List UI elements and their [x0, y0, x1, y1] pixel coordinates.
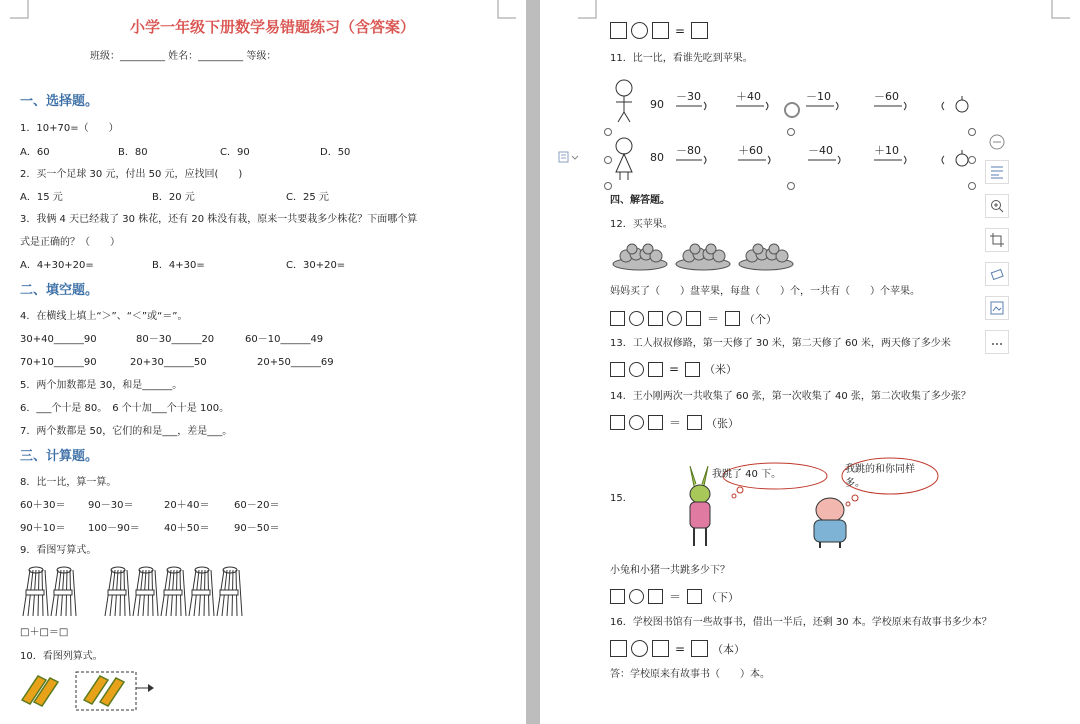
zoom-in-icon: [990, 199, 1004, 213]
chain2-op: －40: [808, 144, 833, 157]
answer-box[interactable]: [610, 362, 625, 377]
unit-label: （米）: [704, 363, 738, 376]
question-9: 9．看图写算式。: [20, 545, 97, 556]
operator-circle[interactable]: [667, 311, 682, 326]
q8-item: 60－20＝: [234, 500, 280, 511]
rotate-button[interactable]: [985, 262, 1009, 286]
question-1: 1．10+70=（ ）: [20, 123, 119, 134]
picture-style-button[interactable]: [985, 296, 1009, 320]
question-13: 13．工人叔叔修路，第一天修了 30 米，第二天修了 60 米，两天修了多少米: [610, 338, 951, 349]
q8-item: 100－90＝: [88, 523, 140, 534]
wrap-text-button[interactable]: [985, 160, 1009, 184]
student-info-line: 班级：_________ 姓名：_________ 等级：: [90, 51, 277, 62]
q2-option: B．20 元: [152, 192, 195, 203]
equals-sign: =: [675, 23, 686, 38]
question-3: 3．我俩 4 天已经栽了 30 株花，还有 20 株没有栽，原来一共要栽多少株花？下面哪个算: [20, 214, 418, 225]
answer-box[interactable]: [648, 311, 663, 326]
equals-sign: =: [675, 641, 686, 656]
chain1-op: ＋40: [736, 90, 761, 103]
q1-option: A．60: [20, 147, 50, 158]
q3-option: A．4+30+20=: [20, 260, 94, 271]
q1-option: C．90: [220, 147, 250, 158]
selection-handle[interactable]: [968, 156, 976, 164]
question-11: 11．比一比，看谁先吃到苹果。: [610, 53, 753, 64]
q4-item: 60－10______49: [245, 334, 324, 345]
girl-figure: [612, 136, 636, 182]
section-solve: 四、解答题。: [610, 195, 670, 206]
q8-item: 60＋30＝: [20, 500, 66, 511]
selection-handle[interactable]: [968, 182, 976, 190]
q4-item: 20+30______50: [130, 357, 207, 368]
q16-formula: [610, 640, 745, 657]
operator-circle[interactable]: [629, 362, 644, 377]
question-4: 4．在横线上填上“＞”、“＜”或“＝”。: [20, 311, 188, 322]
q13-formula: [610, 361, 737, 377]
crop-button[interactable]: [985, 228, 1009, 252]
arrow-chains: [668, 96, 998, 166]
section-choice: 一、选择题。: [20, 94, 99, 109]
chain1-op: －30: [676, 90, 701, 103]
q9-formula: □＋□＝□: [20, 627, 69, 638]
q15-text: 小兔和小猪一共跳多少下？: [610, 565, 730, 576]
q14-formula: [610, 414, 739, 431]
operator-circle[interactable]: [629, 311, 644, 326]
q15-formula: [610, 588, 739, 605]
chain1-op: －10: [806, 90, 831, 103]
selection-handle[interactable]: [604, 156, 612, 164]
q3-option: C．30+20=: [286, 260, 346, 271]
chain2-op: ＋60: [738, 144, 763, 157]
answer-box[interactable]: [610, 589, 625, 604]
answer-box[interactable]: [652, 640, 669, 657]
operator-circle[interactable]: [629, 589, 644, 604]
page-corner-mark: [1052, 0, 1070, 18]
pig-figure: [814, 498, 846, 548]
question-10: 10．看图列算式。: [20, 651, 103, 662]
answer-box[interactable]: [610, 311, 625, 326]
q12-formula: [610, 310, 777, 327]
chain2-op: ＋10: [874, 144, 899, 157]
q12-text: 妈妈买了（ ）盘苹果，每盘（ ）个，一共有（ ）个苹果。: [610, 286, 920, 297]
question-5: 5．两个加数都是 30，和是______。: [20, 380, 183, 391]
answer-box[interactable]: [691, 22, 708, 39]
q8-item: 90－50＝: [234, 523, 280, 534]
right-page: [540, 0, 1080, 724]
q8-item: 90＋10＝: [20, 523, 66, 534]
q1-option: B．80: [118, 147, 148, 158]
q8-item: 20＋40＝: [164, 500, 210, 511]
section-fill: 二、填空题。: [20, 283, 99, 298]
answer-box[interactable]: [610, 22, 627, 39]
question-16: 16．学校图书馆有一些故事书，借出一半后，还剩 30 本。学校原来有故事书多少本？: [610, 617, 992, 628]
operator-circle[interactable]: [631, 22, 648, 39]
zoom-button[interactable]: [985, 194, 1009, 218]
chain1-start: 90: [650, 98, 664, 111]
page-corner-mark: [498, 0, 516, 18]
q16-answer-line: 答：学校原来有故事书（ ）本。: [610, 669, 770, 680]
stick-bundles-illustration: [20, 566, 260, 618]
rotate-handle-icon[interactable]: [785, 103, 799, 117]
rotate-icon: [990, 267, 1004, 281]
question-6: 6．___个十是 80。 6 个十加___个十是 100。: [20, 403, 230, 414]
question-3-cont: 式是正确的？（ ）: [20, 237, 120, 248]
answer-box[interactable]: [610, 640, 627, 657]
rabbit-speech: 我跳了 40 下。: [712, 469, 782, 480]
page-corner-mark: [10, 0, 28, 18]
rabbit-figure: [690, 466, 710, 546]
q1-option: D．50: [320, 147, 351, 158]
operator-circle[interactable]: [631, 640, 648, 657]
corn-bundles-illustration: [20, 670, 155, 712]
answer-box[interactable]: [648, 415, 663, 430]
doc-title: 小学一年级下册数学易错题练习（含答案）: [130, 18, 416, 36]
question-15: 15．: [610, 493, 633, 504]
selection-handle[interactable]: [604, 182, 612, 190]
selection-handle[interactable]: [787, 182, 795, 190]
operator-circle[interactable]: [629, 415, 644, 430]
more-options-button[interactable]: [985, 330, 1009, 354]
answer-box[interactable]: [648, 589, 663, 604]
answer-box[interactable]: [685, 362, 700, 377]
answer-box[interactable]: [686, 311, 701, 326]
unit-label: （本）: [712, 642, 746, 656]
page-gutter: [526, 0, 540, 724]
answer-box[interactable]: [648, 362, 663, 377]
equals-sign: ＝: [669, 590, 682, 604]
collapse-minus-icon[interactable]: [989, 134, 1005, 150]
crop-icon: [990, 233, 1004, 247]
equals-sign: ＝: [669, 416, 682, 430]
q8-item: 90－30＝: [88, 500, 134, 511]
answer-box[interactable]: [725, 311, 740, 326]
section-calc: 三、计算题。: [20, 449, 99, 464]
wrap-text-icon: [990, 165, 1004, 179]
question-12: 12．买苹果。: [610, 219, 673, 230]
answer-box[interactable]: [691, 640, 708, 657]
page-corner-mark: [578, 0, 596, 18]
unit-label: （张）: [706, 416, 740, 430]
more-icon: [990, 335, 1004, 349]
question-14: 14．王小刚两次一共收集了 60 张，第一次收集了 40 张，第二次收集了多少张？: [610, 391, 971, 402]
picture-style-icon: [990, 301, 1004, 315]
answer-box[interactable]: [687, 589, 702, 604]
chain2-start: 80: [650, 151, 664, 164]
q4-item: 80－30______20: [136, 334, 215, 345]
left-page: [0, 0, 526, 724]
answer-box[interactable]: [610, 415, 625, 430]
carryover-formula: [610, 22, 708, 39]
selection-handle[interactable]: [787, 128, 795, 136]
question-2: 2．买一个足球 30 元，付出 50 元，应找回( ): [20, 169, 243, 180]
apple-icon: [956, 150, 968, 166]
q3-option: B．4+30=: [152, 260, 205, 271]
layout-options-icon[interactable]: [558, 150, 580, 164]
equals-sign: =: [669, 362, 680, 376]
q2-option: A．15 元: [20, 192, 63, 203]
unit-label: （下）: [706, 590, 740, 604]
q4-item: 70+10______90: [20, 357, 97, 368]
unit-label: （个）: [744, 312, 778, 326]
answer-box[interactable]: [687, 415, 702, 430]
apple-icon: [956, 96, 968, 112]
chain1-op: －60: [874, 90, 899, 103]
q4-item: 20+50______69: [257, 357, 334, 368]
q4-item: 30+40______90: [20, 334, 97, 345]
answer-box[interactable]: [652, 22, 669, 39]
selection-handle[interactable]: [604, 128, 612, 136]
pig-speech: 我跳的和你同样: [845, 464, 915, 475]
q2-option: C．25 元: [286, 192, 329, 203]
question-7: 7．两个数都是 50，它们的和是___，差是___。: [20, 426, 233, 437]
equals-sign: ＝: [707, 312, 720, 326]
q8-item: 40＋50＝: [164, 523, 210, 534]
apple-plates-illustration: [612, 240, 798, 272]
pig-speech-cont: 多。: [845, 478, 865, 489]
boy-figure: [612, 78, 636, 124]
selection-handle[interactable]: [968, 128, 976, 136]
chain2-op: －80: [676, 144, 701, 157]
question-8: 8．比一比，算一算。: [20, 477, 117, 488]
